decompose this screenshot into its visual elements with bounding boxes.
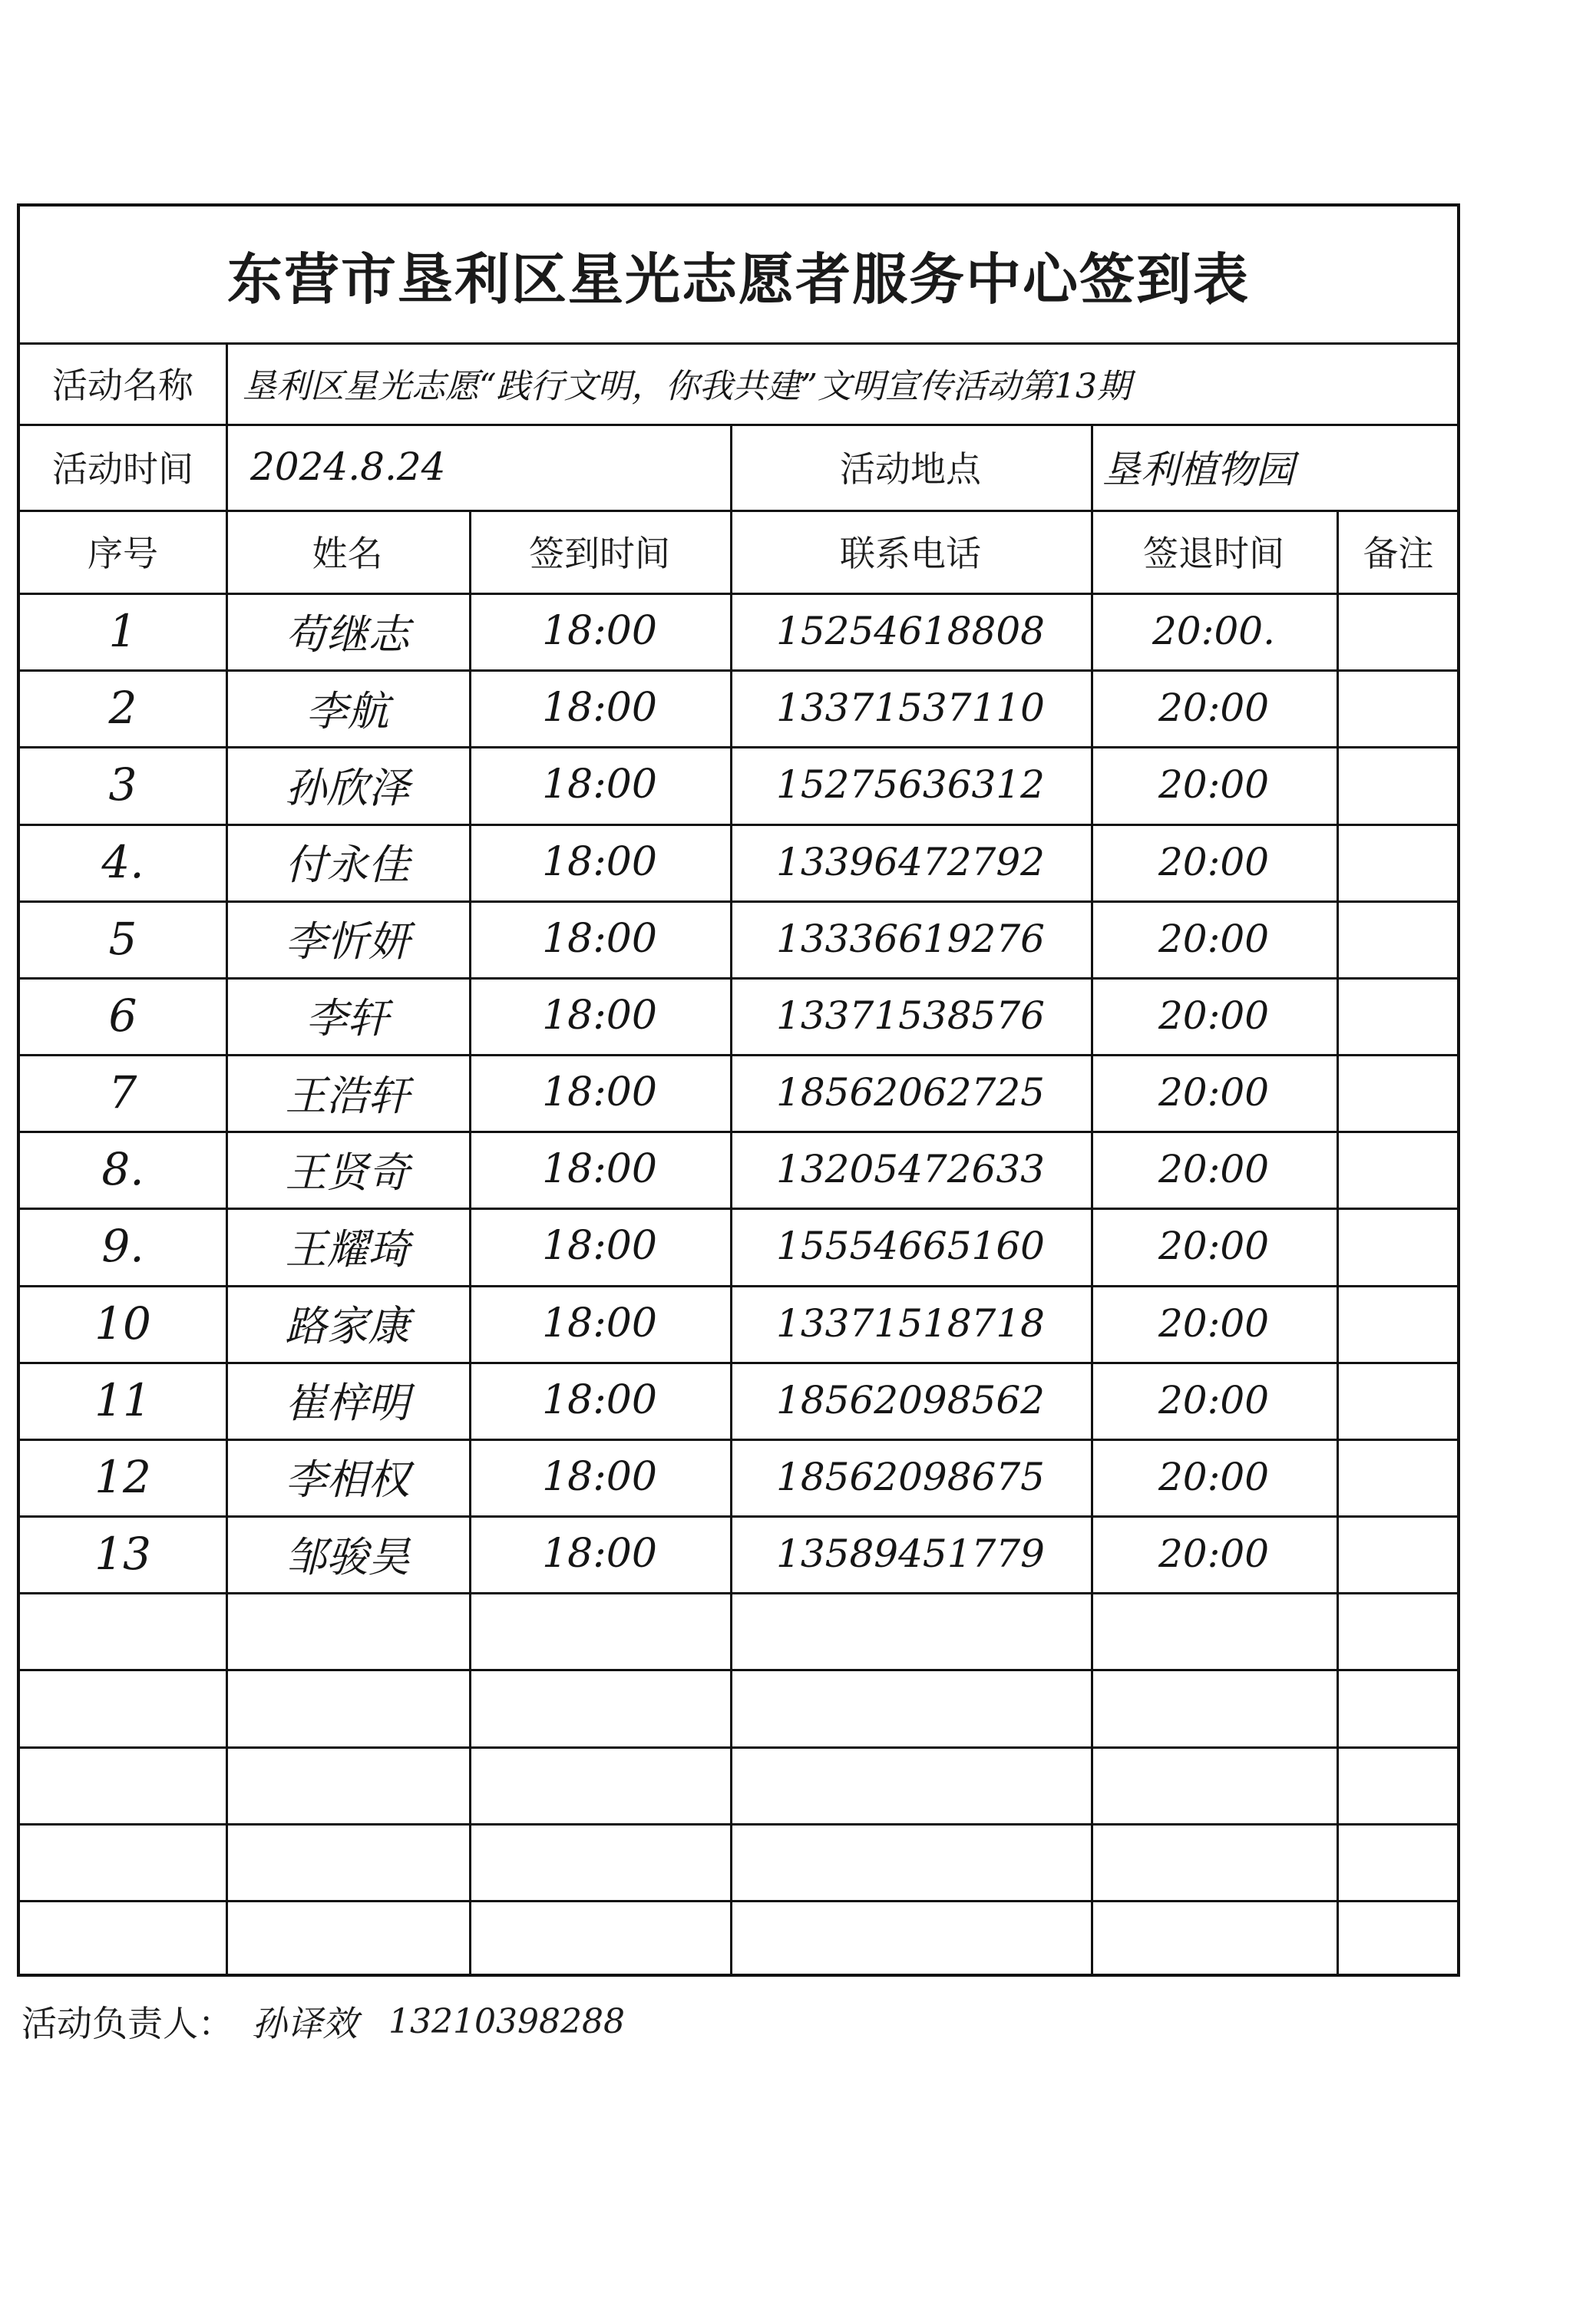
row-sign-in-time: 18:00: [542, 762, 657, 808]
row-note: [1337, 669, 1460, 746]
row-name: 李相权: [285, 1455, 410, 1505]
row-phone: 13371537110: [776, 686, 1045, 731]
row-sign-in-time: 18:00: [542, 608, 657, 655]
row-sign-out-time: 20:00: [1158, 1147, 1270, 1192]
footer-phone: 13210398288: [388, 2001, 625, 2041]
row-sign-out-time: 20:00.: [1152, 609, 1275, 654]
row-sign-out-time: 20:00: [1158, 1454, 1270, 1499]
row-phone: 15554665160: [776, 1224, 1045, 1269]
row-number: 9.: [101, 1220, 144, 1273]
row-name: 路家康: [285, 1302, 410, 1351]
footer: [21, 1996, 625, 2047]
row-note: [1337, 1439, 1460, 1515]
row-divider: [20, 1900, 1457, 1902]
row-note: [1337, 900, 1460, 977]
row-sign-in-time: 18:00: [542, 1531, 657, 1578]
row-sign-in-time: 18:00: [542, 915, 657, 962]
row-sign-in-time: 18:00: [542, 1069, 657, 1116]
row-name: 王浩轩: [285, 1071, 410, 1120]
activity-name-label: 活动名称: [52, 365, 193, 406]
footer-label: 活动负责人：: [21, 2003, 233, 2044]
row-sign-out-time: 20:00: [1158, 993, 1270, 1038]
row-sign-in-time: 18:00: [542, 1453, 657, 1500]
row-name: 王耀琦: [285, 1224, 410, 1274]
activity-name-value: 垦利区星光志愿“践行文明，你我共建”文明宣传活动第13期: [243, 367, 1131, 406]
row-phone: 13371538576: [776, 993, 1045, 1038]
row-sign-out-time: 20:00: [1158, 916, 1270, 961]
row-number: 4.: [101, 835, 144, 888]
activity-time-label: 活动时间: [52, 448, 193, 490]
row-sign-out-time: 20:00: [1158, 686, 1270, 731]
row-name: 付永佳: [285, 841, 410, 890]
row-note: [1337, 1285, 1460, 1362]
row-sign-out-time: 20:00: [1158, 839, 1270, 884]
row-sign-out-time: 20:00: [1158, 1300, 1270, 1346]
row-sign-out-time: 20:00: [1158, 1224, 1270, 1269]
row-divider: [20, 1592, 1457, 1594]
row-note: [1337, 824, 1460, 900]
row-divider: [20, 1823, 1457, 1826]
row-number: 5: [108, 912, 137, 965]
row-number: 10: [94, 1297, 151, 1350]
row-sign-in-time: 18:00: [542, 685, 657, 732]
row-divider: [20, 1746, 1457, 1749]
activity-place-label: 活动地点: [840, 448, 981, 490]
row-number: 3: [108, 758, 137, 811]
row-note: [1337, 1362, 1460, 1439]
row-name: 李忻妍: [285, 917, 410, 966]
sign-in-sheet: [17, 203, 1460, 1977]
row-name: 李轩: [306, 994, 389, 1043]
row-number: 8.: [101, 1143, 144, 1196]
column-header-sign-in-time: 签到时间: [529, 533, 670, 574]
row-number: 11: [94, 1373, 151, 1426]
row-sign-out-time: 20:00: [1158, 762, 1270, 808]
row-sign-in-time: 18:00: [542, 992, 657, 1039]
row-name: 崔梓明: [285, 1379, 410, 1428]
column-header-sign-out-time: 签退时间: [1143, 533, 1284, 574]
row-sign-in-time: 18:00: [542, 1300, 657, 1346]
row-number: 7: [108, 1066, 137, 1119]
row-sign-in-time: 18:00: [542, 838, 657, 885]
row-sign-in-time: 18:00: [542, 1146, 657, 1193]
row-number: 6: [108, 989, 137, 1042]
row-phone: 15254618808: [776, 609, 1045, 654]
column-header-number: 序号: [88, 533, 158, 574]
row-sign-out-time: 20:00: [1158, 1070, 1270, 1115]
row-note: [1337, 1131, 1460, 1208]
row-note: [1337, 977, 1460, 1054]
row-phone: 13371518718: [776, 1300, 1045, 1346]
column-header-note: 备注: [1363, 533, 1434, 574]
row-name: 李航: [306, 686, 389, 735]
row-phone: 18562062725: [776, 1070, 1045, 1115]
footer-name: 孙译效: [252, 2003, 358, 2044]
row-note: [1337, 746, 1460, 823]
row-note: [1337, 1054, 1460, 1131]
row-sign-out-time: 20:00: [1158, 1377, 1270, 1422]
column-header-name: 姓名: [312, 533, 383, 574]
row-name: 孙欣泽: [285, 763, 410, 812]
row-number: 2: [108, 682, 137, 735]
form-title: 东营市垦利区星光志愿者服务中心签到表: [226, 246, 1250, 312]
activity-time-value: 2024.8.24: [250, 444, 446, 489]
row-sign-out-time: 20:00: [1158, 1531, 1270, 1577]
row-number: 12: [94, 1450, 151, 1503]
row-phone: 15275636312: [776, 762, 1045, 808]
column-header-phone: 联系电话: [840, 533, 981, 574]
row-note: [1337, 1515, 1460, 1592]
row-name: 王贤奇: [285, 1148, 410, 1197]
row-number: 1: [108, 605, 137, 658]
row-phone: 18562098562: [776, 1377, 1045, 1422]
row-phone: 13589451779: [776, 1531, 1045, 1577]
row-name: 苟继志: [285, 610, 410, 659]
row-note: [1337, 1208, 1460, 1284]
row-number: 13: [94, 1528, 151, 1581]
row-note: [1337, 593, 1460, 669]
row-name: 邹骏昊: [285, 1532, 410, 1581]
row-divider: [20, 1669, 1457, 1671]
row-phone: 18562098675: [776, 1454, 1045, 1499]
row-sign-in-time: 18:00: [542, 1223, 657, 1270]
row-phone: 13336619276: [776, 916, 1045, 961]
row-phone: 13396472792: [776, 839, 1045, 884]
row-phone: 13205472633: [776, 1147, 1045, 1192]
activity-place-value: 垦利植物园: [1102, 448, 1294, 492]
row-sign-in-time: 18:00: [542, 1376, 657, 1423]
